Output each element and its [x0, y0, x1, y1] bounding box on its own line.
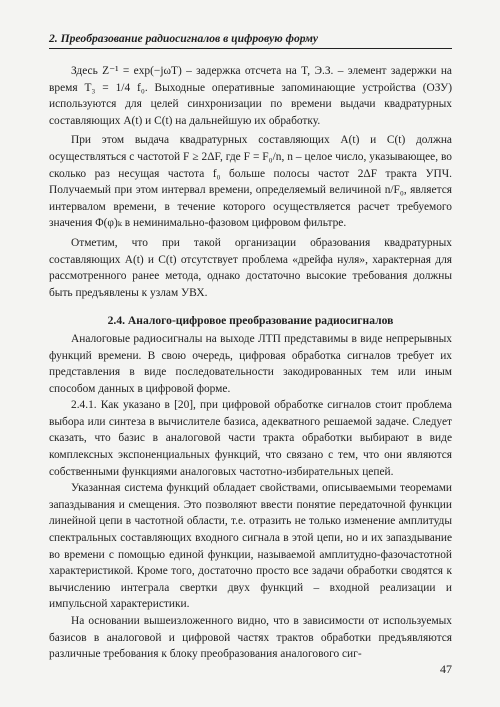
page-number: 47 — [440, 662, 452, 676]
paragraph-analog-signals: Аналоговые радиосигналы на выходе ЛТП представимы в виде непрерывных функций времени. В свою очередь, цифровая обработка сигналов требует их представления в виде последовательности закодированных тем или иным способом данных в цифровой форме. — [49, 332, 452, 395]
page-body — [49, 63, 452, 663]
running-header: 2. Преобразование радиосигналов в цифровую форму — [49, 32, 452, 49]
paragraph-delay-definition: Здесь Z⁻¹ = exp(−jωT) – задержка отсчета на T, Э.З. – элемент задержки на время T₃ = 1/4 f₀. Выходные оперативные запоминающие устройства (ОЗУ) используются для целей синхронизации по времени выдачи квадратурных составляющих A(t) и C(t) на дальнейшую их обработку. — [49, 65, 452, 127]
section-heading: 2.4. Аналого-цифровое преобразование радиосигналов — [107, 314, 394, 328]
paragraph-basis-selection: 2.4.1. Как указано в [20], при цифровой обработке сигналов стоит проблема выбора или синтеза в вычислителе базиса, адекватного решаемой задаче. Следует сказать, что базис в аналоговой части тракта обработки выбирают в виде комплексных экспоненциальных функций, что связано с тем, что они являются собственными функциями аналоговых частотно-избирательных цепей. — [49, 399, 452, 478]
paragraph-conclusion: На основании вышеизложенного видно, что в зависимости от используемых базисов в аналоговой и цифровой частях трактов обработки предъявляются различные требования к блоку преобразования аналогового сиг- — [49, 615, 452, 661]
paragraph-quadrature-output: При этом выдача квадратурных составляющих A(t) и C(t) должна осуществляться с частотой F ≥ 2ΔF, где F = F₀/n, n – целое число, указывающее, во сколько раз несущая частота f₀ больше полосы частот 2ΔF тракта УПЧ. Получаемый при этом интервал времени, определяемый величиной n/F₀, является интервалом времени, в течение которого осуществляется расчет требуемого значения Φ(φ)ₖ в неминимально-фазовом цифровом фильтре. — [49, 134, 452, 230]
paragraph-function-properties: Указанная система функций обладает свойствами, описываемыми теоремами запаздывания и смещения. Это позволяют ввести понятие передаточной функции линейной цепи в частотной области, т.е. отразить не только изменение амплитуды спектральных составляющих входного сигнала в этой цепи, но и их запаздывание во времени с помощью единой функции, называемой амплитудно-фазочастотной характеристикой. Кроме того, достаточно просто все задачи обработки сводятся к вычислению интеграла свертки двух функций – входной реализации и импульсной характеристики. — [49, 482, 452, 611]
paragraph-zero-drift: Отметим, что при такой организации образования квадратурных составляющих A(t) и C(t) отсутствует проблема «дрейфа нуля», характерная для рассмотренного ранее метода, однако достаточно высокие требования должны быть предъявлены к узлам УВХ. — [49, 236, 452, 299]
